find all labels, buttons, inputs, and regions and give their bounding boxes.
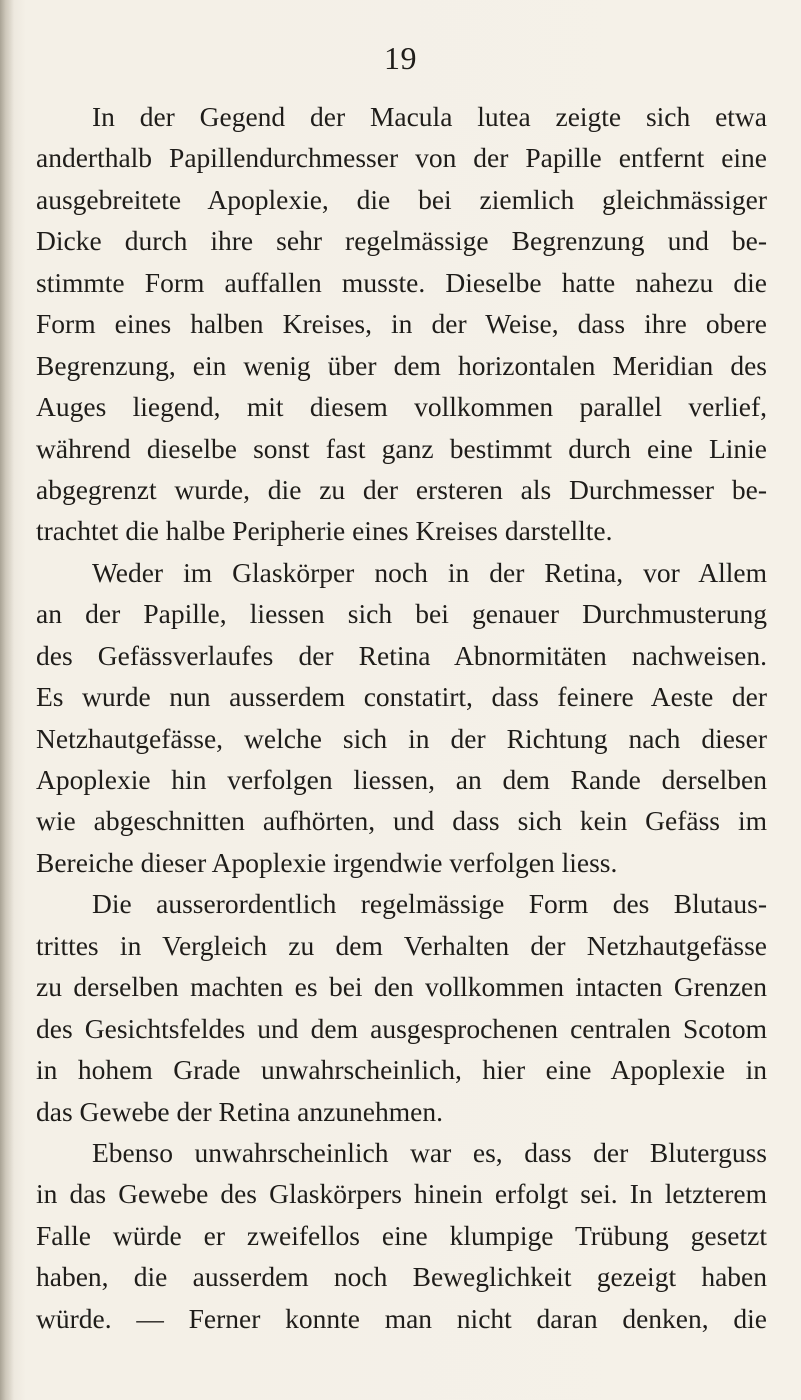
text-line: in das Gewebe des Glaskörpers hinein erfolgt sei. In letzterem (36, 1178, 767, 1210)
text-line: ausgebreitete Apoplexie, die bei ziemlich gleichmässiger (36, 183, 767, 215)
text-line: anderthalb Papillendurchmesser von der Papille entfernt eine (36, 142, 767, 174)
text-line: während dieselbe sonst fast ganz bestimmt durch eine Linie (36, 432, 767, 464)
body-text (36, 96, 767, 1339)
text-line: wie abgeschnitten aufhörten, und dass sich kein Gefäss im (36, 805, 767, 837)
text-line: trittes in Vergleich zu dem Verhalten der Netzhautgefässe (36, 929, 767, 961)
text-line: des Gesichtsfeldes und dem ausgesprochenen centralen Scotom (36, 1012, 767, 1044)
text-line: Auges liegend, mit diesem vollkommen parallel verlief, (36, 391, 767, 423)
text-line: an der Papille, liessen sich bei genauer Durchmusterung (36, 598, 767, 630)
text-line: Netzhautgefässe, welche sich in der Richtung nach dieser (36, 722, 767, 754)
text-line: Weder im Glaskörper noch in der Retina, vor Allem (92, 556, 767, 588)
text-line: trachtet die halbe Peripherie eines Kreises darstellte. (36, 515, 613, 547)
text-line: Bereiche dieser Apoplexie irgendwie verfolgen liess. (36, 846, 618, 878)
text-line: Dicke durch ihre sehr regelmässige Begrenzung und be- (36, 225, 767, 257)
page-number: 19 (384, 40, 417, 76)
text-line: Es wurde nun ausserdem constatirt, dass feinere Aeste der (36, 681, 767, 713)
text-line: Begrenzung, ein wenig über dem horizontalen Meridian des (36, 349, 767, 381)
text-line: Apoplexie hin verfolgen liessen, an dem Rande derselben (36, 764, 767, 795)
text-line: des Gefässverlaufes der Retina Abnormitäten nachweisen. (36, 639, 767, 671)
text-line: das Gewebe der Retina anzunehmen. (36, 1095, 443, 1127)
text-line: In der Gegend der Macula lutea zeigte sich etwa (92, 101, 767, 132)
text-line: Ebenso unwahrscheinlich war es, dass der Bluterguss (92, 1136, 767, 1168)
text-line: in hohem Grade unwahrscheinlich, hier eine Apoplexie in (36, 1054, 767, 1086)
binding-edge-shadow (0, 0, 14, 1400)
text-line: zu derselben machten es bei den vollkommen intacten Grenzen (36, 971, 767, 1003)
text-line: abgegrenzt wurde, die zu der ersteren als Durchmesser be- (36, 473, 767, 505)
text-line: Die ausserordentlich regelmässige Form des Blutaus- (92, 888, 767, 920)
text-line: Form eines halben Kreises, in der Weise, dass ihre obere (36, 308, 767, 340)
text-line: stimmte Form auffallen musste. Dieselbe hatte nahezu die (36, 266, 767, 298)
text-line: würde. — Ferner konnte man nicht daran denken, die (36, 1302, 767, 1334)
text-line: Falle würde er zweifellos eine klumpige Trübung gesetzt (36, 1219, 767, 1251)
text-line: haben, die ausserdem noch Beweglichkeit gezeigt haben (36, 1261, 767, 1293)
